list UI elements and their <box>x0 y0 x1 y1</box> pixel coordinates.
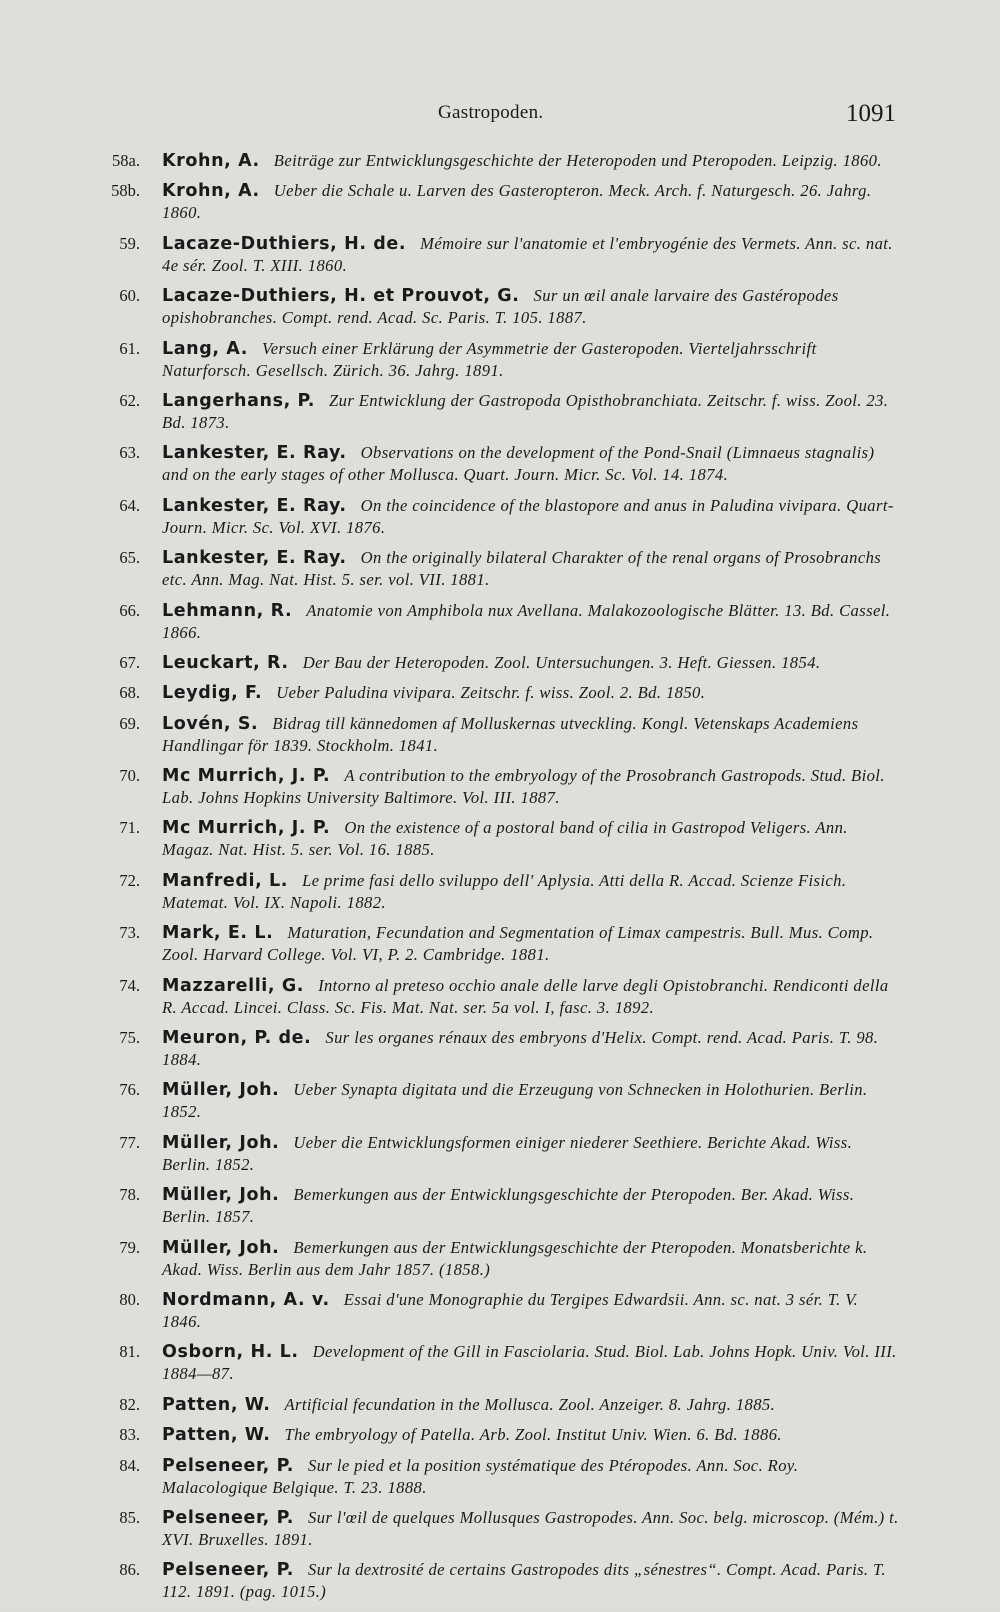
reference-citation: Ueber die Entwicklungsformen einiger niederer Seethiere. Berichte Akad. Wiss. Berlin. 1852. <box>162 1132 853 1174</box>
reference-entry <box>100 713 900 757</box>
reference-number: 58b. <box>111 181 140 201</box>
reference-number: 59. <box>119 233 140 253</box>
reference-author: Mc Murrich, J. P. <box>162 766 331 787</box>
reference-author: Lovén, S. <box>162 713 259 734</box>
reference-number: 62. <box>119 390 140 410</box>
reference-author: Pelseneer, P. <box>162 1560 295 1581</box>
reference-citation: On the coincidence of the blastopore and anus in Paludina vivipara. Quart-Journ. Micr. Sc. Vol. XVI. 1876. <box>162 495 894 537</box>
reference-author: Patten, W. <box>162 1394 271 1415</box>
reference-entry <box>100 1424 900 1446</box>
reference-author: Langerhans, P. <box>162 390 315 411</box>
reference-entry <box>100 338 900 382</box>
reference-author: Lehmann, R. <box>162 600 293 621</box>
reference-entry <box>100 1079 900 1123</box>
reference-entry <box>100 975 900 1019</box>
reference-citation: Sur l'œil de quelques Mollusques Gastropodes. Ann. Soc. belg. microscop. (Mém.) t. XVI. Bruxelles. 1891. <box>162 1507 899 1549</box>
reference-citation: Ueber Synapta digitata und die Erzeugung von Schnecken in Holothurien. Berlin. 1852. <box>162 1080 868 1122</box>
reference-author: Leydig, F. <box>162 683 263 704</box>
reference-citation: Ueber die Schale u. Larven des Gasteropteron. Meck. Arch. f. Naturgesch. 26. Jahrg. 1860. <box>162 181 872 223</box>
reference-author: Lankester, E. Ray. <box>162 495 347 516</box>
reference-citation: On the existence of a postoral band of cilia in Gastropod Veligers. Ann. Magaz. Nat. Hist. 5. ser. Vol. 16. 1885. <box>162 818 848 860</box>
reference-author: Mc Murrich, J. P. <box>162 818 331 839</box>
reference-citation: Sur les organes rénaux des embryons d'Helix. Compt. rend. Acad. Paris. T. 98. 1884. <box>162 1028 879 1070</box>
reference-citation: Sur le pied et la position systématique des Ptéropodes. Ann. Soc. Roy. Malacologique Belgique. T. 23. 1888. <box>162 1455 799 1497</box>
reference-entry <box>100 1341 900 1385</box>
reference-author: Pelseneer, P. <box>162 1507 295 1528</box>
reference-citation: A contribution to the embryology of the Prosobranch Gastropods. Stud. Biol. Lab. Johns Hopkins University Baltimore. Vol. III. 1887. <box>162 766 885 808</box>
reference-citation: Bemerkungen aus der Entwicklungsgeschichte der Pteropoden. Ber. Akad. Wiss. Berlin. 1857. <box>162 1185 855 1227</box>
reference-entry <box>100 1184 900 1228</box>
reference-number: 77. <box>119 1132 140 1152</box>
reference-entry <box>100 1559 900 1603</box>
reference-entry <box>100 390 900 434</box>
reference-entry <box>100 495 900 539</box>
reference-author: Nordmann, A. v. <box>162 1289 330 1310</box>
reference-number: 67. <box>119 652 140 672</box>
reference-citation: Ueber Paludina vivipara. Zeitschr. f. wiss. Zool. 2. Bd. 1850. <box>276 683 706 703</box>
reference-citation: Versuch einer Erklärung der Asymmetrie der Gasteropoden. Vierteljahrsschrift Naturforsch. Gesellsch. Zürich. 36. Jahrg. 1891. <box>162 338 817 380</box>
reference-citation: Mémoire sur l'anatomie et l'embryogénie des Vermets. Ann. sc. nat. 4e sér. Zool. T. XIII. 1860. <box>162 233 893 275</box>
reference-author: Krohn, A. <box>162 151 260 171</box>
reference-citation: Essai d'une Monographie du Tergipes Edwardsii. Ann. sc. nat. 3 sér. T. V. 1846. <box>162 1289 859 1331</box>
reference-citation: Bemerkungen aus der Entwicklungsgeschichte der Pteropoden. Monatsberichte k. Akad. Wiss. Berlin aus dem Jahr 1857. (1858.) <box>162 1237 868 1279</box>
reference-number: 73. <box>119 923 140 943</box>
reference-entry <box>100 600 900 644</box>
running-title: Gastropoden. <box>438 102 544 123</box>
reference-citation: Sur la dextrosité de certains Gastropodes dits „sénestres“. Compt. Acad. Paris. T. 112. 1891. (pag. 1015.) <box>162 1560 886 1602</box>
reference-entry <box>100 1132 900 1176</box>
reference-citation: Der Bau der Heteropoden. Zool. Untersuchungen. 3. Heft. Giessen. 1854. <box>302 652 821 672</box>
reference-entry <box>100 1289 900 1333</box>
reference-entry <box>100 442 900 486</box>
reference-entry <box>100 180 900 224</box>
reference-entry <box>100 150 900 172</box>
reference-author: Lacaze-Duthiers, H. de. <box>162 233 407 254</box>
reference-citation: Observations on the development of the Pond-Snail (Limnaeus stagnalis) and on the early stages of other Mollusca. Quart. Journ. Micr. Sc. Vol. 14. 1874. <box>162 443 875 485</box>
reference-entry <box>100 817 900 861</box>
reference-citation: Sur un œil anale larvaire des Gastéropodes opishobranches. Compt. rend. Acad. Sc. Paris. T. 105. 1887. <box>162 286 839 328</box>
reference-author: Lang, A. <box>162 338 249 359</box>
reference-number: 83. <box>119 1425 140 1445</box>
reference-number: 68. <box>119 683 140 703</box>
reference-number: 70. <box>119 766 140 786</box>
reference-number: 82. <box>119 1394 140 1414</box>
reference-list <box>100 150 900 1612</box>
reference-author: Patten, W. <box>162 1425 271 1446</box>
reference-number: 66. <box>119 600 140 620</box>
reference-citation: Intorno al preteso occhio anale delle larve degli Opistobranchi. Rendiconti della R. Accad. Lincei. Class. Sc. Fis. Mat. Nat. ser. 5a vol. I, fasc. 3. 1892. <box>162 975 889 1017</box>
reference-number: 81. <box>119 1342 140 1362</box>
reference-author: Lankester, E. Ray. <box>162 443 347 464</box>
reference-author: Lacaze-Duthiers, H. et Prouvot, G. <box>162 286 520 307</box>
reference-author: Manfredi, L. <box>162 870 289 891</box>
reference-author: Müller, Joh. <box>162 1080 280 1101</box>
reference-author: Müller, Joh. <box>162 1185 280 1206</box>
reference-number: 72. <box>119 870 140 890</box>
reference-entry <box>100 285 900 329</box>
reference-entry <box>100 233 900 277</box>
reference-citation: On the originally bilateral Charakter of the renal organs of Prosobranchs etc. Ann. Mag. Nat. Hist. 5. ser. vol. VII. 1881. <box>162 548 882 590</box>
reference-author: Krohn, A. <box>162 181 260 202</box>
reference-author: Lankester, E. Ray. <box>162 548 347 569</box>
reference-number: 71. <box>119 818 140 838</box>
reference-citation: The embryology of Patella. Arb. Zool. Institut Univ. Wien. 6. Bd. 1886. <box>284 1425 782 1445</box>
reference-number: 63. <box>119 443 140 463</box>
reference-citation: Development of the Gill in Fasciolaria. Stud. Biol. Lab. Johns Hopk. Univ. Vol. III. 1884—87. <box>162 1342 897 1384</box>
reference-number: 58a. <box>112 151 140 170</box>
reference-number: 79. <box>119 1237 140 1257</box>
reference-number: 60. <box>119 286 140 306</box>
page-number: 1091 <box>846 100 896 127</box>
reference-entry <box>100 1237 900 1281</box>
reference-entry <box>100 1394 900 1416</box>
reference-number: 61. <box>119 338 140 358</box>
reference-entry <box>100 765 900 809</box>
reference-entry <box>100 1027 900 1071</box>
reference-entry <box>100 922 900 966</box>
reference-entry <box>100 547 900 591</box>
reference-number: 85. <box>119 1507 140 1527</box>
reference-citation: Artificial fecundation in the Mollusca. Zool. Anzeiger. 8. Jahrg. 1885. <box>284 1394 776 1414</box>
reference-number: 84. <box>119 1455 140 1475</box>
reference-author: Mazzarelli, G. <box>162 975 305 996</box>
reference-number: 86. <box>119 1560 140 1580</box>
reference-entry <box>100 870 900 914</box>
reference-citation: Beiträge zur Entwicklungsgeschichte der Heteropoden und Pteropoden. Leipzig. 1860. <box>273 151 882 170</box>
reference-number: 64. <box>119 495 140 515</box>
reference-number: 78. <box>119 1185 140 1205</box>
reference-citation: Bidrag till kännedomen af Molluskernas utveckling. Kongl. Vetenskaps Academiens Handlingar för 1839. Stockholm. 1841. <box>162 713 859 755</box>
page-header <box>0 96 1000 136</box>
reference-citation: Le prime fasi dello sviluppo dell' Aplysia. Atti della R. Accad. Scienze Fisich. Matemat. Vol. IX. Napoli. 1882. <box>162 870 847 912</box>
reference-citation: Anatomie von Amphibola nux Avellana. Malakozoologische Blätter. 13. Bd. Cassel. 1866. <box>162 600 891 642</box>
reference-author: Meuron, P. de. <box>162 1028 312 1049</box>
reference-number: 74. <box>119 975 140 995</box>
reference-entry <box>100 1507 900 1551</box>
reference-author: Müller, Joh. <box>162 1237 280 1258</box>
reference-number: 69. <box>119 713 140 733</box>
reference-citation: Zur Entwicklung der Gastropoda Opisthobranchiata. Zeitschr. f. wiss. Zool. 23. Bd. 1873. <box>162 390 889 432</box>
reference-author: Müller, Joh. <box>162 1132 280 1153</box>
reference-citation: Maturation, Fecundation and Segmentation of Limax campestris. Bull. Mus. Comp. Zool. Harvard College. Vol. VI, P. 2. Cambridge. 1881. <box>162 923 874 965</box>
reference-author: Osborn, H. L. <box>162 1342 299 1363</box>
reference-entry <box>100 682 900 704</box>
reference-author: Pelseneer, P. <box>162 1455 295 1476</box>
reference-entry <box>100 652 900 674</box>
reference-entry <box>100 1455 900 1499</box>
reference-author: Mark, E. L. <box>162 923 274 944</box>
reference-author: Leuckart, R. <box>162 652 289 673</box>
reference-number: 65. <box>119 548 140 568</box>
reference-number: 80. <box>119 1289 140 1309</box>
reference-number: 75. <box>119 1028 140 1048</box>
reference-number: 76. <box>119 1080 140 1100</box>
